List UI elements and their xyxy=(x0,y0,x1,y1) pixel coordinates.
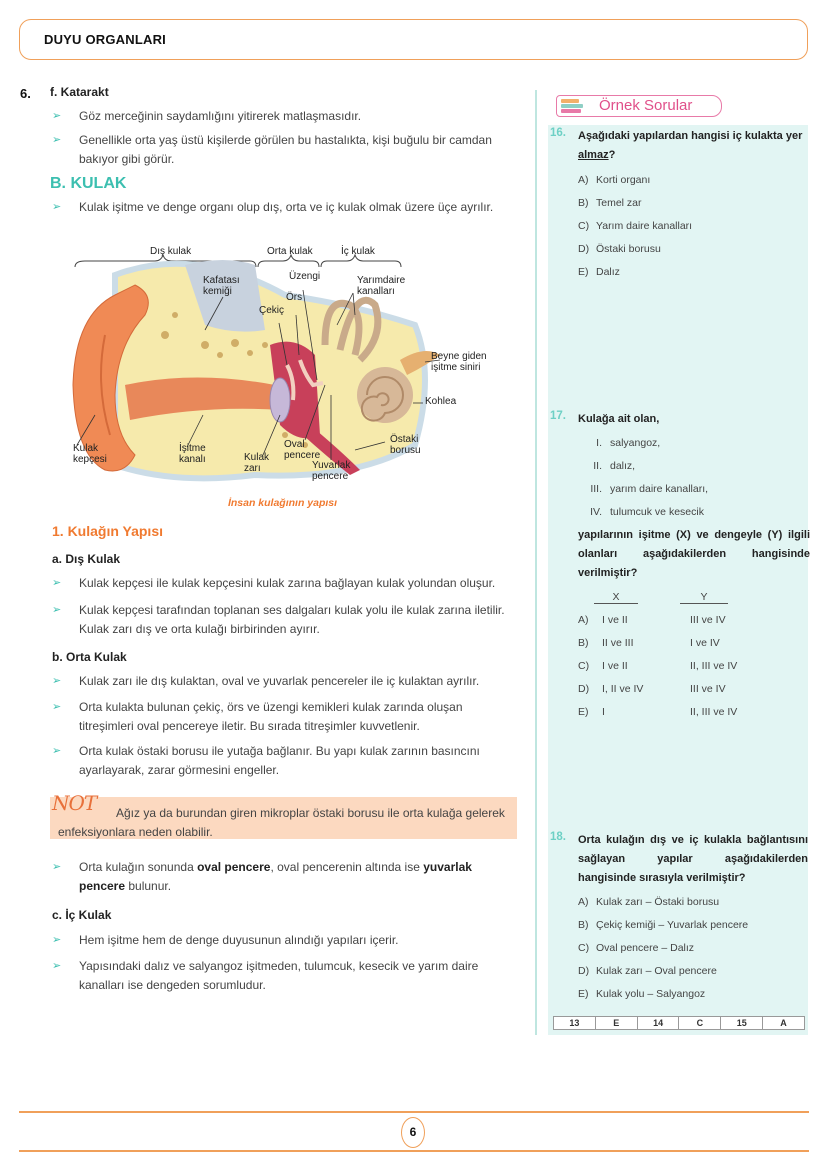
answer-key-cell: E xyxy=(596,1017,638,1029)
label-kafatasi: Kafatası kemiği xyxy=(203,275,240,297)
question-18 xyxy=(548,831,810,1006)
arrow-bullet-icon: ➢ xyxy=(52,134,62,146)
roman-item: I. salyangoz, xyxy=(596,437,661,449)
note-text: Ağız ya da burundan giren mikroplar östaki borusu ile orta kulağa gelerek enfeksiyonlara neden olabilir. xyxy=(58,806,505,839)
page-number: 6 xyxy=(401,1117,425,1148)
option-a[interactable]: A) Kulak zarı – Östaki borusu xyxy=(578,896,720,908)
option-c[interactable]: C) Oval pencere – Dalız xyxy=(578,942,695,954)
bullet: ➢ Kulak işitme ve denge organı olup dış, orta ve iç kulak olmak üzere üçe ayrılır. xyxy=(50,198,530,217)
banner-title: Örnek Sorular xyxy=(599,97,693,114)
roman-item: II. dalız, xyxy=(593,460,636,472)
bullet: ➢ Hem işitme hem de denge duyusunun alındığı yapıları içerir. xyxy=(50,931,520,950)
katarakt-heading: f. Katarakt xyxy=(50,85,109,99)
bullet: ➢ Orta kulağın sonunda oval pencere, oval pencerenin altında ise yuvarlak pencere bulunur. xyxy=(52,860,472,893)
option-c[interactable]: C) Yarım daire kanalları xyxy=(578,220,693,232)
chapter-title: DUYU ORGANLARI xyxy=(44,32,166,47)
arrow-bullet-icon: ➢ xyxy=(52,745,62,757)
bullet: ➢ Göz merceğinin saydamlığını yitirerek matlaşmasıdır. xyxy=(50,107,525,126)
answer-key-table xyxy=(553,1016,805,1030)
question-number: 18. xyxy=(550,831,566,843)
question-16 xyxy=(548,127,810,284)
question-stem: Orta kulağın dış ve iç kulakla bağlantısını sağlayan yapılar aşağıdakilerden hangisinde sırasıyla verilmiştir? xyxy=(578,834,808,884)
bullet: ➢ Orta kulak östaki borusu ile yutağa bağlanır. Bu yapı kulak zarının basıncını ayarlayarak, zarar görmesini engeller. xyxy=(52,744,480,777)
option-b[interactable]: B) II ve III I ve IV xyxy=(578,637,720,649)
answer-key-cell: 14 xyxy=(638,1017,680,1029)
arrow-bullet-icon: ➢ xyxy=(52,577,62,589)
label-oval-pencere: Oval pencere xyxy=(284,439,321,461)
dis-kulak-heading: a. Dış Kulak xyxy=(52,552,121,566)
label-ors: Örs xyxy=(286,292,303,303)
ic-kulak-heading: c. İç Kulak xyxy=(52,908,112,922)
item-number: 6. xyxy=(20,86,31,101)
xy-header: X Y xyxy=(578,589,810,609)
option-b[interactable]: B) Temel zar xyxy=(578,197,642,209)
note-logo: NOT xyxy=(52,791,97,815)
column-divider xyxy=(535,90,537,1035)
label-beyne-giden: Beyne giden işitme siniri xyxy=(431,351,487,373)
option-a[interactable]: A) I ve II III ve IV xyxy=(578,614,726,626)
label-kulak-zari: Kulak zarı xyxy=(244,452,270,474)
label-cekic: Çekiç xyxy=(259,305,285,316)
question-17 xyxy=(548,410,810,724)
question-stem: Aşağıdaki yapılardan hangisi iç kulakta yer almaz? xyxy=(578,130,803,161)
ear-anatomy-diagram xyxy=(55,235,510,515)
arrow-bullet-icon: ➢ xyxy=(52,604,62,616)
option-d[interactable]: D) Östaki borusu xyxy=(578,243,661,255)
answer-key-cell: C xyxy=(679,1017,721,1029)
option-b[interactable]: B) Çekiç kemiği – Yuvarlak pencere xyxy=(578,919,749,931)
arrow-bullet-icon: ➢ xyxy=(52,701,62,713)
bullet: ➢ Orta kulakta bulunan çekiç, örs ve üzengi kemikleri kulak zarında oluşan titreşimleri oval pencereye iletir. Bu sırada titreşimler kuvvetlenir. xyxy=(52,700,463,733)
bullet: ➢ Kulak kepçesi tarafından toplanan ses dalgaları kulak yolu ile kulak zarına iletilir. Kulak zarı dış ve orta kulağı birbirinden ayırır. xyxy=(52,603,505,636)
option-e[interactable]: E) Kulak yolu – Salyangoz xyxy=(578,988,706,1000)
label-uzengi: Üzengi xyxy=(289,271,321,282)
question-number: 17. xyxy=(550,410,566,422)
page-header xyxy=(19,19,808,60)
section-heading-kulak: B. KULAK xyxy=(50,175,127,192)
label-isitme-kanali: İşitme kanalı xyxy=(179,443,206,465)
roman-item: IV. tulumcuk ve kesecik xyxy=(590,506,704,518)
option-d[interactable]: D) I, II ve IV III ve IV xyxy=(578,683,726,695)
diagram-caption: İnsan kulağının yapısı xyxy=(227,497,338,509)
question-stem: Kulağa ait olan, xyxy=(578,413,660,425)
option-c[interactable]: C) I ve II II, III ve IV xyxy=(578,660,738,672)
arrow-bullet-icon: ➢ xyxy=(52,960,62,972)
footer-rule-top xyxy=(19,1111,809,1113)
label-dis-kulak: Dış kulak xyxy=(150,246,192,257)
question-number: 16. xyxy=(550,127,566,139)
roman-item: III. yarım daire kanalları, xyxy=(590,483,709,495)
answer-key-cell: 13 xyxy=(554,1017,596,1029)
bullet: ➢ Kulak zarı ile dış kulaktan, oval ve yuvarlak pencereler ile iç kulaktan ayrılır. xyxy=(50,672,520,691)
arrow-bullet-icon: ➢ xyxy=(52,110,62,122)
label-kulak-kepcesi: Kulak kepçesi xyxy=(73,443,107,465)
label-ic-kulak: İç kulak xyxy=(341,246,375,257)
answer-key-cell: A xyxy=(780,1018,787,1028)
orta-kulak-heading: b. Orta Kulak xyxy=(52,650,127,664)
option-e[interactable]: E) I II, III ve IV xyxy=(578,706,738,718)
question-prompt: yapılarının işitme (X) ve dengeyle (Y) ilgili olanları aşağıdakilerden hangisinde verilmiştir? xyxy=(578,529,810,579)
label-orta-kulak: Orta kulak xyxy=(267,246,313,257)
label-kohlea: Kohlea xyxy=(425,396,457,407)
ornek-sorular-banner xyxy=(556,95,722,117)
label-yarimdaire: Yarımdaire kanalları xyxy=(357,275,406,297)
arrow-bullet-icon: ➢ xyxy=(52,675,62,687)
arrow-bullet-icon: ➢ xyxy=(52,934,62,946)
footer-rule-bottom xyxy=(19,1150,809,1152)
section-heading-yapisi: 1. Kulağın Yapısı xyxy=(52,523,164,539)
arrow-bullet-icon: ➢ xyxy=(52,201,62,213)
books-icon xyxy=(561,99,583,114)
answer-key-cell: 15 xyxy=(721,1017,763,1029)
note-box xyxy=(50,791,517,839)
label-ostaki: Östaki borusu xyxy=(390,434,421,456)
bullet: ➢ Yapısındaki dalız ve salyangoz işitmeden, tulumcuk, kesecik ve yarım daire kanalları ise dengeden sorumludur. xyxy=(52,959,479,992)
option-e[interactable]: E) Dalız xyxy=(578,266,620,278)
label-yuvarlak-pencere: Yuvarlak pencere xyxy=(312,460,351,482)
arrow-bullet-icon: ➢ xyxy=(52,861,62,873)
option-a[interactable]: A) Korti organı xyxy=(578,174,651,186)
bullet: ➢ Kulak kepçesi ile kulak kepçesini kulak zarına bağlayan kulak yolundan oluşur. xyxy=(50,574,520,593)
bullet: ➢ Genellikle orta yaş üstü kişilerde görülen bu hastalıkta, kişi buğulu bir camdan bakıyor gibi görür. xyxy=(52,133,492,166)
option-d[interactable]: D) Kulak zarı – Oval pencere xyxy=(578,965,717,977)
